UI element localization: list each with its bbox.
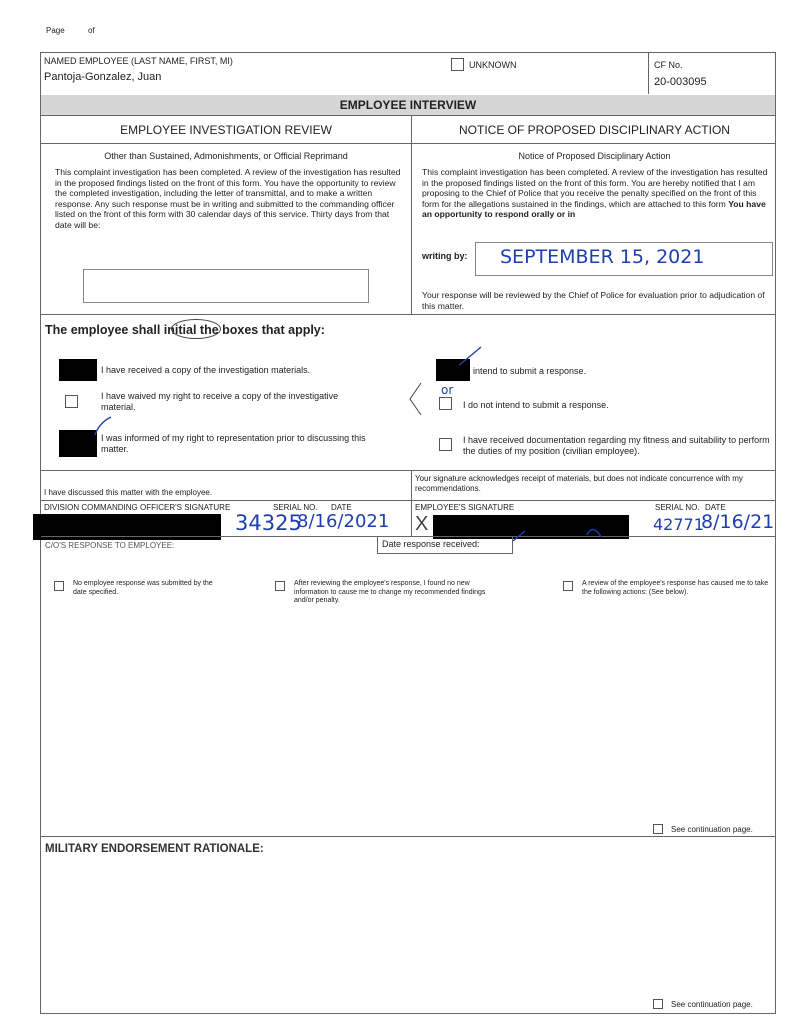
- date-received-label: Date response received:: [382, 539, 480, 549]
- right-paragraph-bold: You have an opportunity to respond orally or in: [422, 198, 766, 220]
- page-label: Page: [46, 26, 65, 35]
- co-signature-label: DIVISION COMMANDING OFFICER'S SIGNATURE: [44, 503, 231, 512]
- right-paragraph-text: This complaint investigation has been completed. A review of the investigation has resulted in the proposed findings listed on the front of this form. You are hereby notified that I am proposing to the Chief of Police that you receive the penalty specified on the front of this form for the allegations sustained in the findings, which are attached to this form: [422, 167, 768, 209]
- co-date-value: 8/16/2021: [297, 511, 390, 532]
- handwritten-marks: [41, 53, 777, 1015]
- employee-signature-label: EMPLOYEE'S SIGNATURE: [415, 503, 515, 512]
- banner-title: EMPLOYEE INTERVIEW: [339, 98, 477, 112]
- employee-signature-x: X: [415, 513, 429, 535]
- acknowledge-text: Your signature acknowledges receipt of materials, but does not indicate concurrence with my recommendations.: [415, 474, 743, 493]
- cf-number-field[interactable]: 20-003095: [654, 76, 707, 88]
- co-serial-label: SERIAL NO.: [273, 503, 318, 512]
- military-endorsement-title: MILITARY ENDORSEMENT RATIONALE:: [45, 843, 264, 855]
- initial-instructions-title: The employee shall initial the boxes that apply:: [45, 323, 325, 337]
- check-mark: [459, 347, 481, 365]
- co-date-label: DATE: [331, 503, 352, 512]
- response-note: Your response will be reviewed by the Chief of Police for evaluation prior to adjudication of this matter.: [422, 290, 765, 311]
- left-paragraph: This complaint investigation has been completed. A review of the investigation has resulted in the proposed findings listed on the front of this form. You have the opportunity to review the completed investigation, including the letter of transmittal, and to make a written response. Any such response must be in writing and submitted to the commanding officer listed on the front of this form with 30 calendar days of this service. Thirty days from that date will be:: [55, 167, 401, 230]
- continuation-label-response: See continuation page.: [671, 825, 753, 834]
- cf-number-label: CF No.: [654, 60, 683, 70]
- initial-item-waived-copy: I have waived my right to receive a copy of the investigative material.: [101, 391, 339, 412]
- pen-mark: [513, 531, 525, 541]
- employee-date-label: DATE: [705, 503, 726, 512]
- initial-item-received-copy: I have received a copy of the investigation materials.: [101, 365, 311, 375]
- discussed-text: I have discussed this matter with the employee.: [44, 488, 213, 497]
- initial-item-intend-response: intend to submit a response.: [473, 366, 587, 376]
- co-option-take-actions: A review of the employee's response has caused me to take the following actions: (See below).: [582, 580, 769, 596]
- employee-date-value: 8/16/21: [701, 511, 775, 533]
- initial-item-fitness: I have received documentation regarding my fitness and suitability to perform the duties of my position (civilian employee).: [463, 435, 770, 456]
- pen-mark: [587, 529, 601, 537]
- right-heading: NOTICE OF PROPOSED DISCIPLINARY ACTION: [459, 123, 730, 137]
- co-option-no-response: No employee response was submitted by the date specified.: [73, 580, 213, 596]
- co-response-title: C/O'S RESPONSE TO EMPLOYEE:: [45, 541, 175, 550]
- left-heading: EMPLOYEE INVESTIGATION REVIEW: [120, 123, 332, 137]
- employee-interview-form: [40, 52, 776, 1014]
- initial-item-representation: I was informed of my right to representation prior to discussing this matter.: [101, 433, 366, 454]
- writing-by-label: writing by:: [422, 251, 468, 261]
- unknown-label: UNKNOWN: [469, 60, 517, 70]
- of-label: of: [88, 26, 95, 35]
- continuation-label-military: See continuation page.: [671, 1000, 753, 1009]
- left-subheading: Other than Sustained, Admonishments, or Official Reprimand: [104, 151, 348, 161]
- employee-name-field[interactable]: Pantoja-Gonzalez, Juan: [44, 71, 162, 83]
- co-option-no-change: After reviewing the employee's response, I found no new information to cause me to change my recommended findings and/or penalty.: [294, 580, 486, 604]
- employee-serial-value: 42771: [653, 515, 704, 534]
- or-handwritten: or: [441, 383, 454, 397]
- initial-item-no-response: I do not intend to submit a response.: [463, 400, 609, 410]
- employee-serial-label: SERIAL NO.: [655, 503, 700, 512]
- writing-by-date: SEPTEMBER 15, 2021: [500, 246, 705, 268]
- co-serial-value: 34325: [235, 511, 302, 535]
- employee-name-label: NAMED EMPLOYEE (LAST NAME, FIRST, MI): [44, 56, 233, 66]
- check-mark: [95, 417, 111, 435]
- right-subheading: Notice of Proposed Disciplinary Action: [518, 151, 671, 161]
